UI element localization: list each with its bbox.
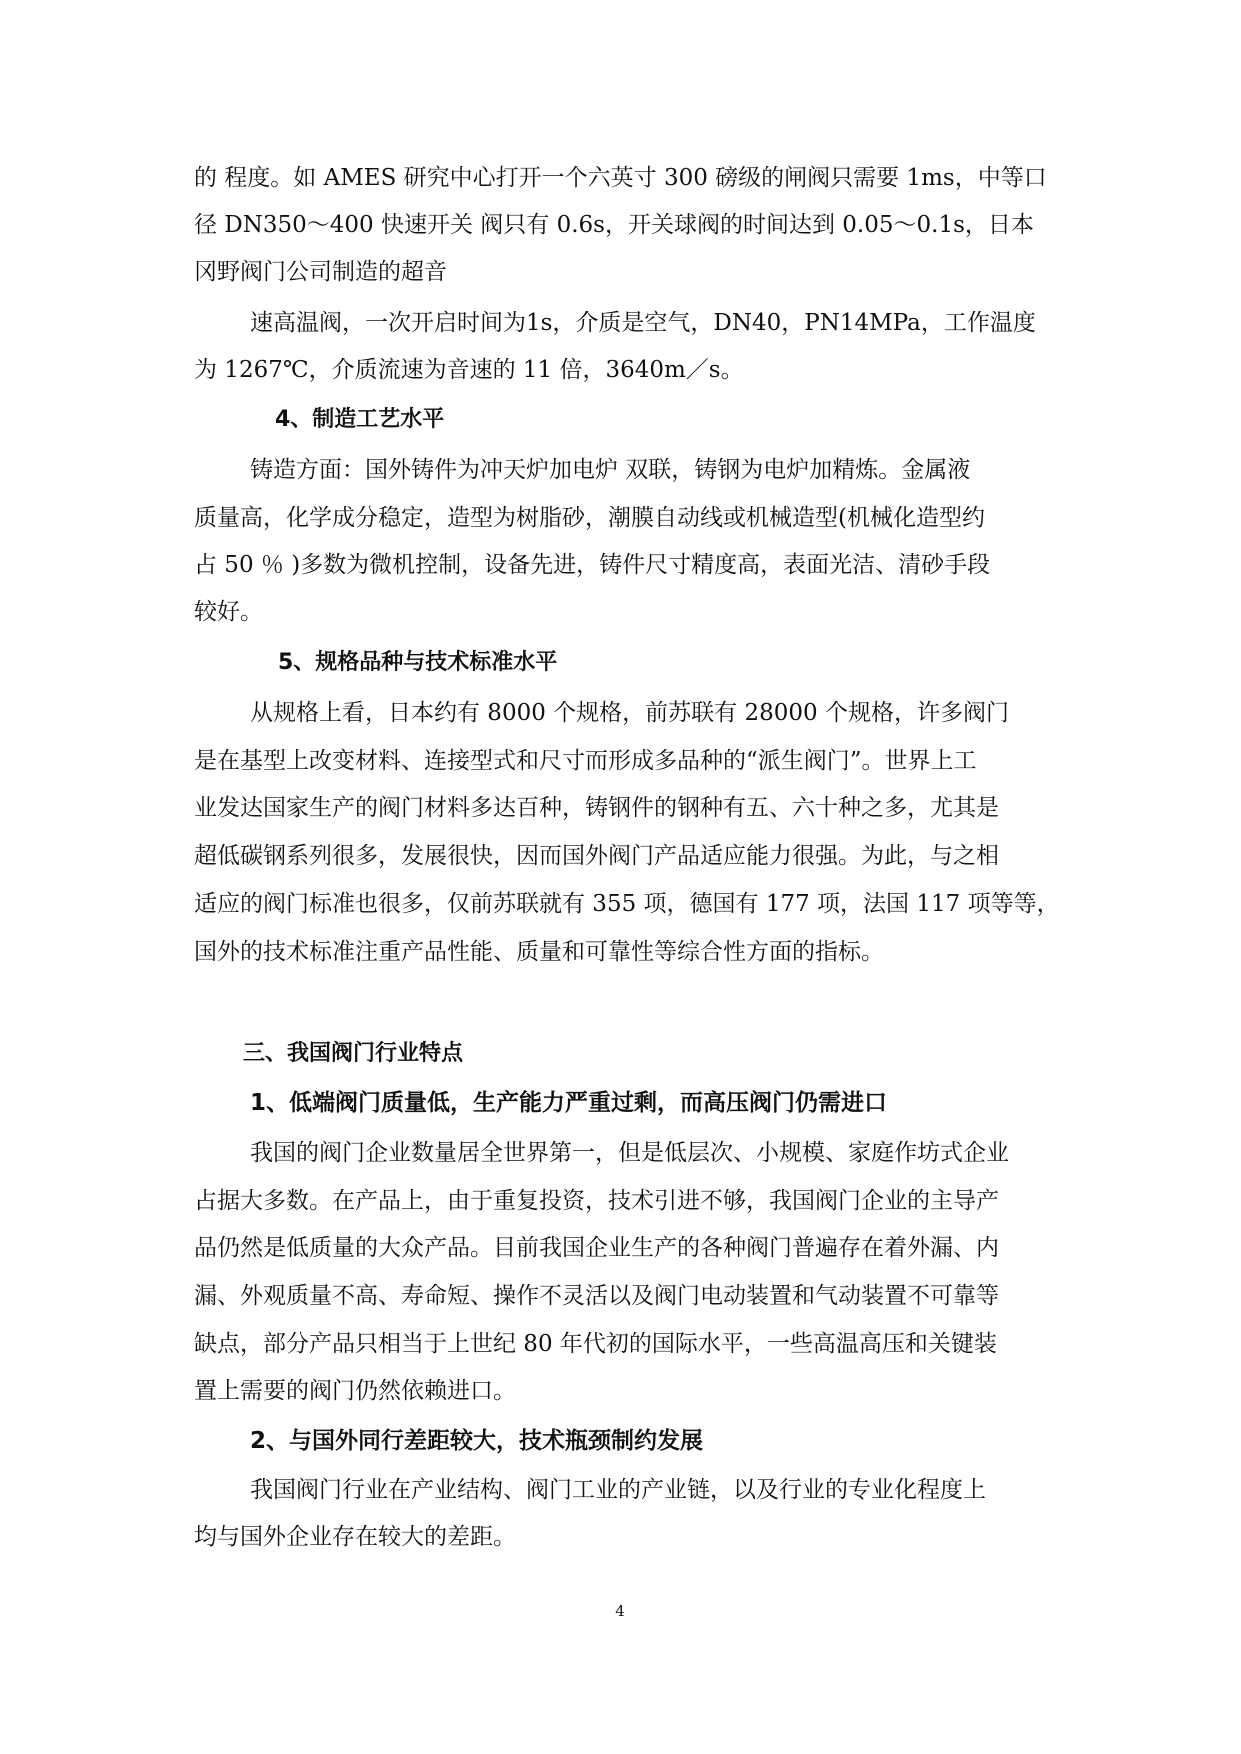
- text-line: 为 1267℃，介质流速为音速的 11 倍，3640m／s。: [194, 357, 744, 383]
- text-line: 适应的阀门标准也很多，仅前苏联就有 355 项，德国有 177 项，法国 117 项等等，: [194, 891, 1060, 917]
- text-line: 是在基型上改变材料、连接型式和尺寸而形成多品种的“派生阀门”。世界上工: [194, 748, 977, 774]
- text-line: 铸造方面：国外铸件为冲天炉加电炉 双联，铸钢为电炉加精炼。金属液: [250, 457, 971, 483]
- text-line: 质量高，化学成分稳定，造型为树脂砂，潮膜自动线或机械造型(机械化造型约: [194, 505, 985, 531]
- text-line: 较好。: [194, 599, 263, 625]
- text-line: 均与国外企业存在较大的差距。: [194, 1524, 516, 1550]
- text-line: 国外的技术标准注重产品性能、质量和可靠性等综合性方面的指标。: [194, 939, 884, 965]
- text-line: 品仍然是低质量的大众产品。目前我国企业生产的各种阀门普遍存在着外漏、内: [194, 1235, 999, 1261]
- text-line: 从规格上看，日本约有 8000 个规格，前苏联有 28000 个规格，许多阀门: [250, 700, 1009, 726]
- text-line: 漏、外观质量不高、寿命短、操作不灵活以及阀门电动装置和气动装置不可靠等: [194, 1283, 999, 1309]
- text-line: 置上需要的阀门仍然依赖进口。: [194, 1378, 516, 1404]
- chapter-heading: 三、我国阀门行业特点: [243, 1041, 464, 1066]
- section-heading: 4、制造工艺水平: [275, 407, 445, 432]
- text-line: 占 50 ％ )多数为微机控制，设备先进，铸件尺寸精度高，表面光洁、清砂手段: [194, 552, 991, 578]
- text-line: 超低碳钢系列很多，发展很快，因而国外阀门产品适应能力很强。为此，与之相: [194, 843, 999, 869]
- page-number: 4: [615, 1602, 625, 1620]
- text-line: 业发达国家生产的阀门材料多达百种，铸钢件的钢种有五、六十种之多，尤其是: [194, 795, 999, 821]
- text-line: 缺点，部分产品只相当于上世纪 80 年代初的国际水平，一些高温高压和关键装: [194, 1331, 997, 1357]
- text-line: 的 程度。如 AMES 研究中心打开一个六英寸 300 磅级的闸阀只需要 1ms，中等口: [194, 165, 1047, 191]
- text-line: 我国的阀门企业数量居全世界第一，但是低层次、小规模、家庭作坊式企业: [250, 1140, 1009, 1166]
- section-heading: 2、与国外同行差距较大，技术瓶颈制约发展: [250, 1428, 704, 1454]
- text-line: 径 DN350～400 快速开关 阀只有 0.6s，开关球阀的时间达到 0.05～0.1s，日本: [194, 212, 1034, 238]
- section-heading: 5、规格品种与技术标准水平: [278, 650, 558, 675]
- text-line: 我国阀门行业在产业结构、阀门工业的产业链，以及行业的专业化程度上: [250, 1477, 986, 1503]
- section-heading: 1、低端阀门质量低，生产能力严重过剩，而高压阀门仍需进口: [250, 1090, 888, 1116]
- text-line: 占据大多数。在产品上，由于重复投资，技术引进不够，我国阀门企业的主导产: [194, 1188, 999, 1214]
- text-line: 速高温阀，一次开启时间为1s，介质是空气，DN40，PN14MPa，工作温度: [250, 310, 1036, 336]
- text-line: 冈野阀门公司制造的超音: [194, 259, 447, 285]
